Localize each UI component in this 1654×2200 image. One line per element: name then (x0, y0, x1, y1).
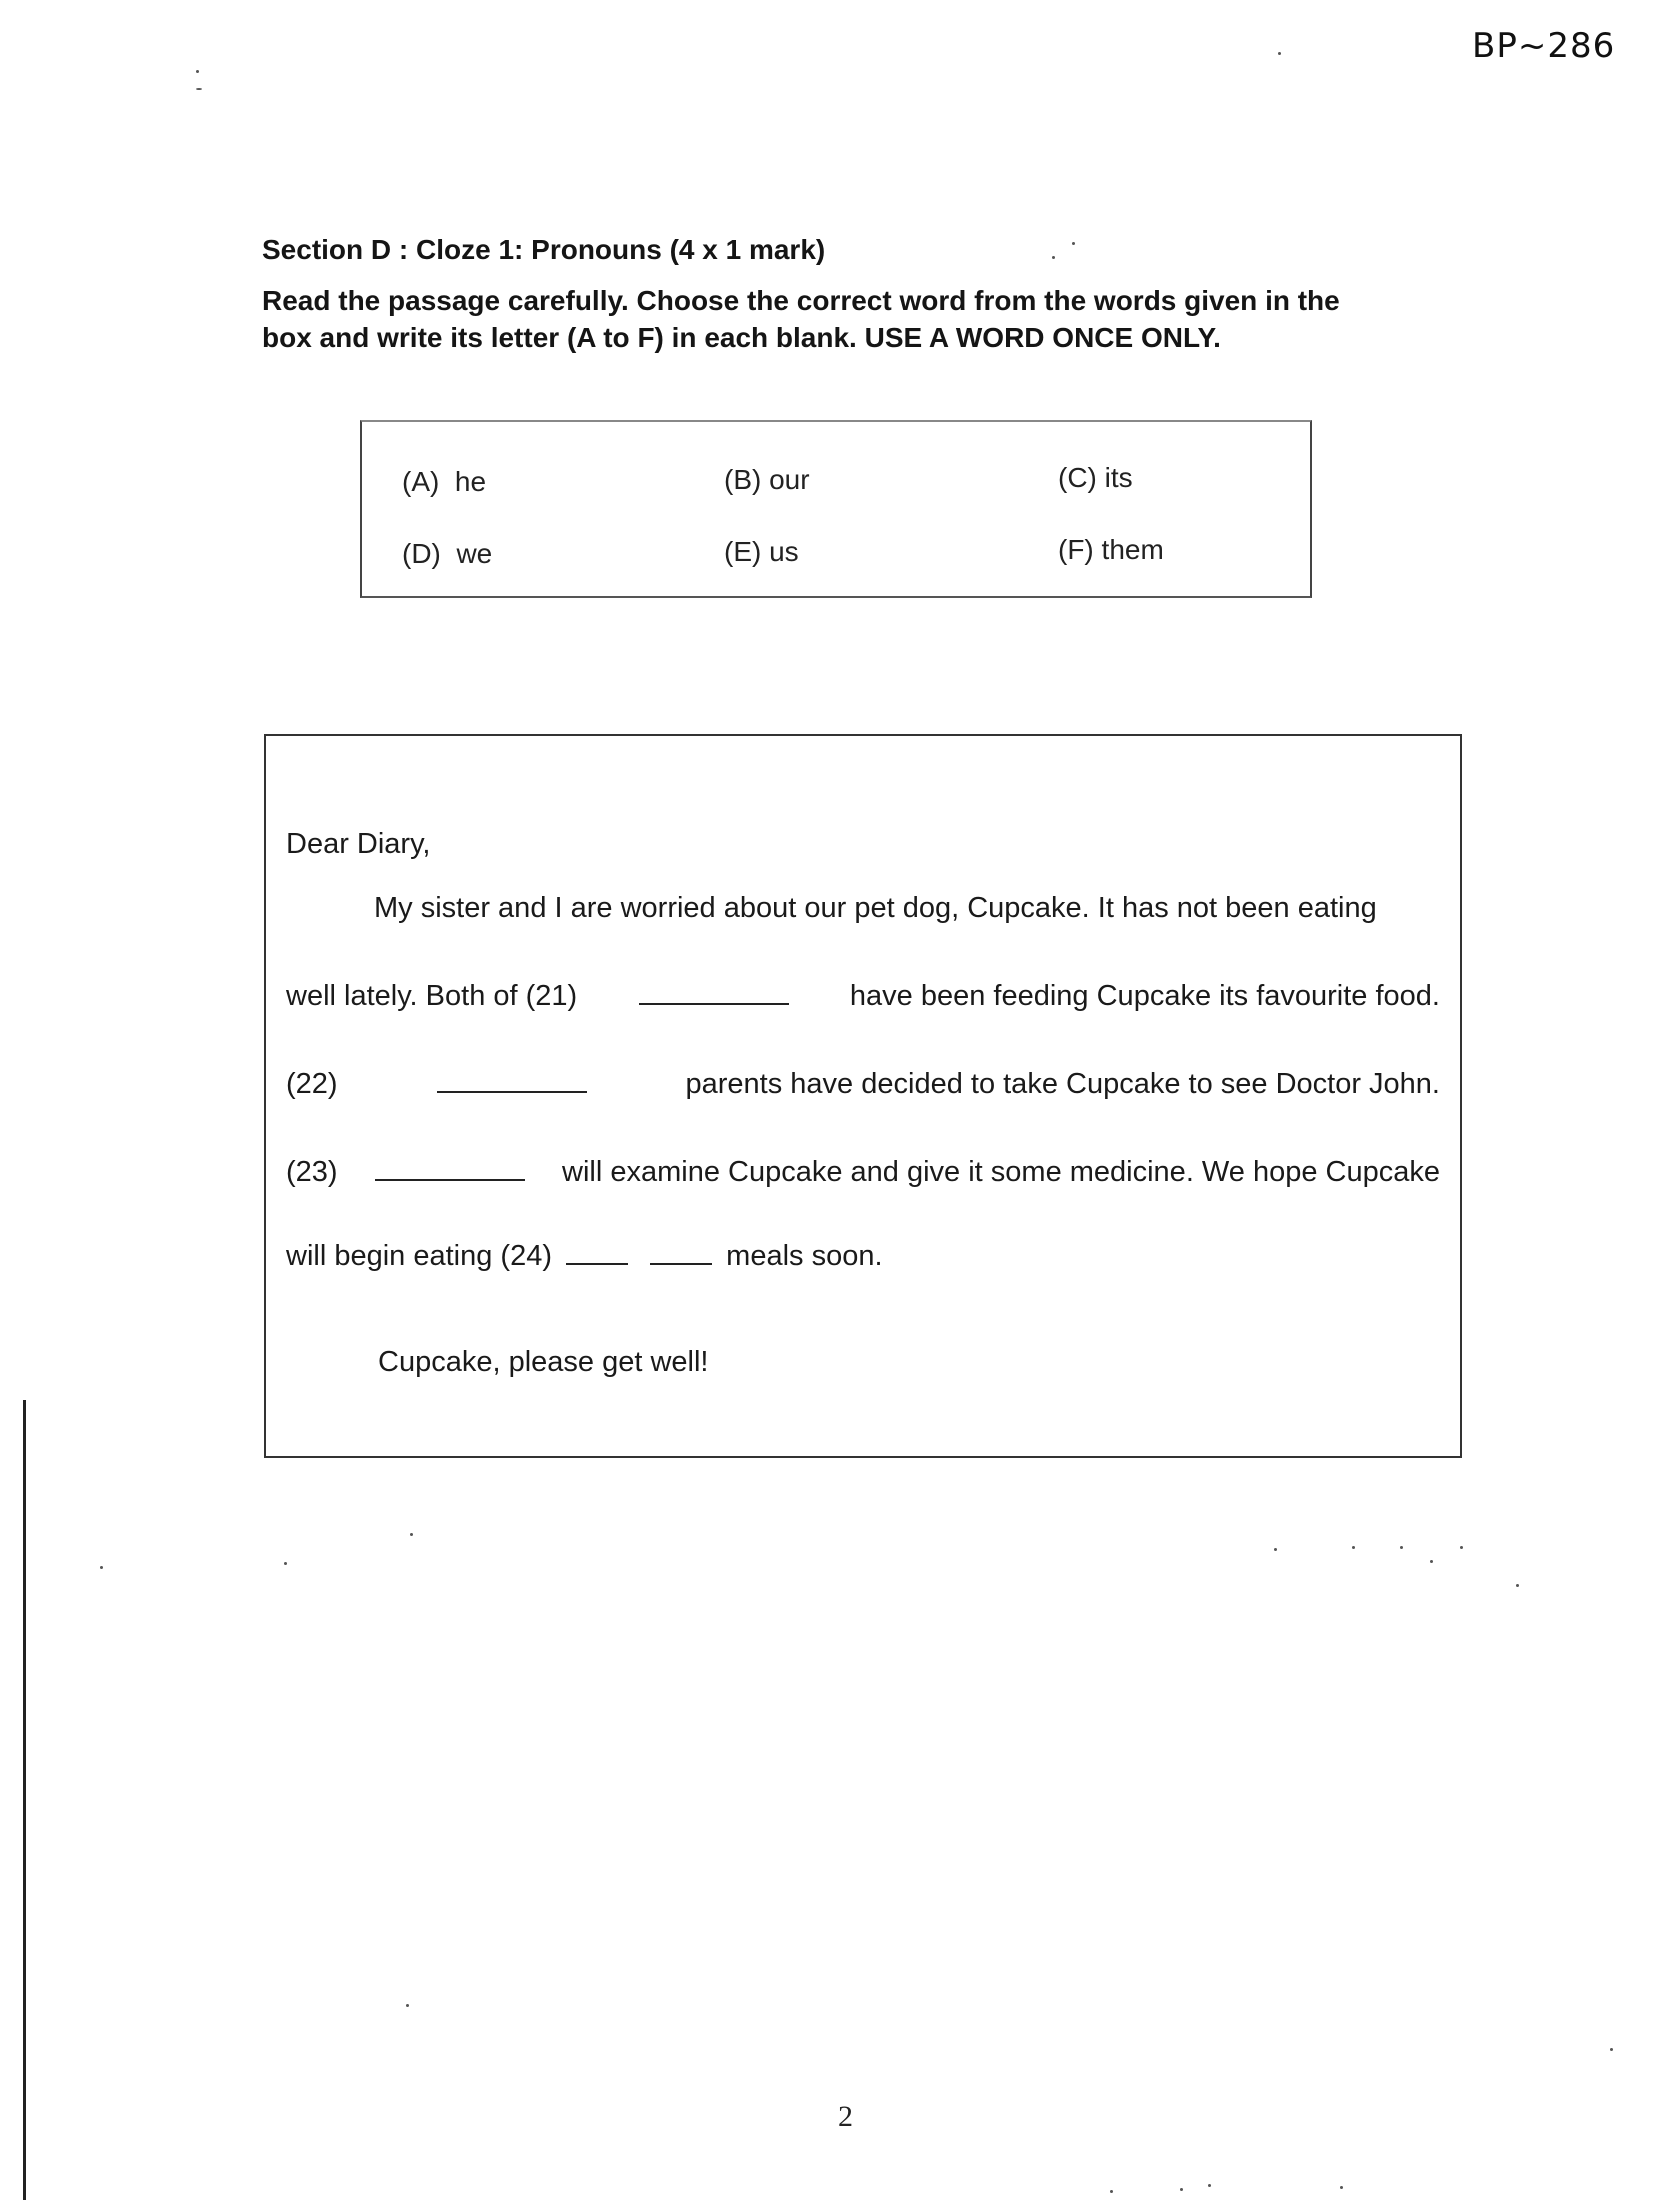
blank-number: (23) (286, 1156, 338, 1188)
passage-line-4 (286, 1156, 1440, 1189)
scan-speck (1180, 2188, 1183, 2191)
scan-speck (1460, 1546, 1463, 1549)
blank-23[interactable] (375, 1157, 525, 1181)
option-a (402, 466, 486, 498)
option-label: (A) (402, 466, 440, 497)
option-word: its (1104, 462, 1133, 493)
blank-22[interactable] (437, 1069, 587, 1093)
option-word: he (454, 466, 487, 497)
scan-speck (1208, 2184, 1211, 2187)
passage-greeting: Dear Diary, (286, 828, 431, 860)
blank-24-continued[interactable] (650, 1241, 712, 1265)
passage-line-3 (286, 1068, 1440, 1101)
scan-speck (100, 1566, 103, 1569)
option-label: (E) (724, 536, 762, 567)
scan-speck (196, 70, 199, 73)
passage-text: meals soon. (726, 1240, 883, 1272)
option-d (402, 538, 492, 570)
scan-speck (196, 88, 202, 90)
passage-box (264, 734, 1462, 1458)
scan-edge-line (23, 1400, 26, 2200)
blank-number: (22) (286, 1068, 338, 1100)
scan-speck (1072, 242, 1075, 245)
option-label: (F) (1058, 534, 1094, 565)
scan-speck (284, 1562, 287, 1565)
passage-text: well lately. Both of (21) (286, 980, 578, 1012)
section-title: Section D : Cloze 1: Pronouns (4 x 1 mark) (262, 234, 826, 265)
word-box (360, 420, 1312, 598)
option-label: (C) (1058, 462, 1097, 493)
option-b (724, 464, 810, 496)
scan-speck (1400, 1546, 1403, 1549)
passage-line-1: My sister and I are worried about our pet dog, Cupcake. It has not been eating (374, 892, 1377, 924)
option-c (1058, 462, 1133, 494)
passage-text: will examine Cupcake and give it some medicine. We hope Cupcake (562, 1156, 1440, 1188)
option-word: we (456, 538, 493, 569)
passage-text: parents have decided to take Cupcake to see Doctor John. (685, 1068, 1440, 1100)
scan-speck (1516, 1584, 1519, 1587)
scan-speck (1430, 1560, 1433, 1563)
blank-24[interactable] (566, 1241, 628, 1265)
scan-speck (1110, 2190, 1113, 2193)
blank-21[interactable] (639, 981, 789, 1005)
passage-text: have been feeding Cupcake its favourite food. (849, 980, 1440, 1012)
option-word: our (769, 464, 810, 495)
option-f (1058, 534, 1164, 566)
passage-line-5 (286, 1240, 1440, 1273)
scan-speck (1278, 52, 1281, 55)
scan-speck (1610, 2048, 1613, 2051)
document-code: BP~286 (1472, 26, 1616, 66)
option-e (724, 536, 799, 568)
page-number: 2 (838, 2100, 853, 2133)
passage-text: will begin eating (24) (286, 1240, 552, 1272)
passage-closing: Cupcake, please get well! (378, 1346, 709, 1378)
option-word: them (1101, 534, 1164, 565)
passage-line-2 (286, 980, 1440, 1013)
scan-speck (406, 2004, 409, 2007)
scan-speck (1352, 1546, 1355, 1549)
option-word: us (769, 536, 799, 567)
scan-speck (1052, 256, 1055, 259)
option-label: (B) (724, 464, 762, 495)
scan-speck (1340, 2186, 1343, 2189)
instructions: Read the passage carefully. Choose the correct word from the words given in the box and write its letter (A to F) in each blank. USE A WORD ONCE ONLY. (262, 285, 1340, 353)
scan-speck (410, 1533, 413, 1536)
option-label: (D) (402, 538, 441, 569)
scan-speck (1274, 1548, 1277, 1551)
